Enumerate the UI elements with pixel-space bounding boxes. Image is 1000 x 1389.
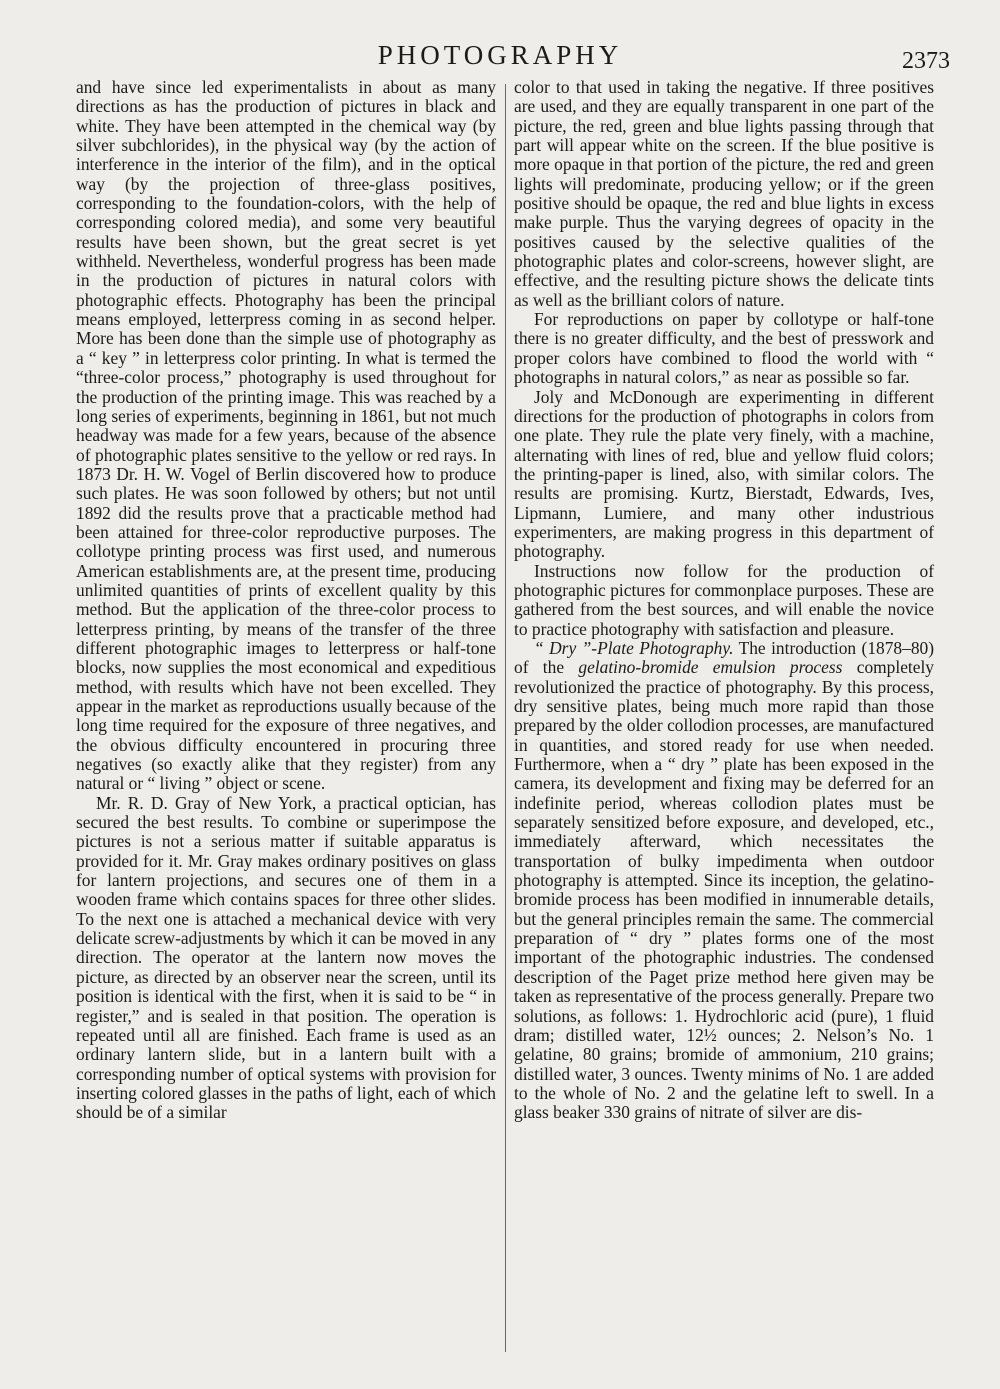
paragraph (514, 639, 934, 1123)
running-title: PHOTOGRAPHY (377, 40, 623, 70)
paragraph: For reproductions on paper by collotype or half-tone there is no greater difficulty, and the best of presswork and proper colors have combined to flood the world with “ photographs in natural colors,” as near as possible so far. (514, 309, 934, 388)
paragraph-text: The introduction (1878–80) of the (514, 637, 934, 678)
column-divider (505, 84, 506, 1352)
paragraph-text: completely revolutionized the practice of photography. By this process, dry sensitive plates, being much more rapid than those prepared by the older collodion processes, are manufactured in quantities, and stored ready for use when needed. Furthermore, when a “ dry ” plate has been exposed in the camera, its development and fixing may be deferred for an indefinite period, whereas collodion plates must be separately sensitized before exposure, and developed, etc., immediately afterward, which necessitates the transportation of bulky impedimenta when outdoor photography is attempted. Since its inception, the gelatino-bromide process has been modified in innumerable details, but the general principles remain the same. The commercial preparation of “ dry ” plates forms one of the most important of the photographic industries. The condensed description of the Paget prize method here given may be taken as representative of the process generally. Prepare two solutions, as follows: 1. Hydrochloric acid (pure), 1 fluid dram; distilled water, 12½ ounces; 2. Nelson’s No. 1 gelatine, 80 grains; bromide of ammonium, 210 grains; distilled water, 3 ounces. Twenty minims of No. 1 are added to the whole of No. 2 and the gelatine left to swell. In a glass beaker 330 grains of nitrate of silver are dis- (514, 657, 934, 1123)
paragraph: and have since led experimentalists in about as many directions as has the production of pictures in black and white. They have been attempted in the chemical way (by silver subchlorides), in the physical way (by the action of interference in the interior of the film), and in the optical way (by the projection of three-glass positives, corresponding to the foundation-colors, with the help of corresponding colored media), and some very beautiful results have been shown, but the great secret is yet withheld. Nevertheless, wonderful progress has been made in the production of pictures in natural colors with photographic effects. Photography has been the principal means employed, letterpress coming in as second helper. More has been done than the simple use of photography as a “ key ” in letterpress color printing. In what is termed the “three-color process,” photography is used throughout for the production of the printing image. This was reached by a long series of experiments, beginning in 1861, but not much headway was made for a few years, because of the absence of photographic plates sensitive to the yellow or red rays. In 1873 Dr. H. W. Vogel of Berlin discovered how to produce such plates. He was soon followed by others; but not until 1892 did the results prove that a practicable method had been attained for three-color reproductive purposes. The collotype printing process was first used, and numerous American establishments are, at the present time, producing unlimited quantities of prints of excellent quality by this method. But the application of the three-color process to letterpress printing, by means of the transfer of the three different photographic images to letterpress or half-tone blocks, now supplies the most economical and expeditious method, with results which have not been excelled. They appear in the market as reproductions usually because of the long time required for the exposure of three negatives, and the obvious difficulty encountered in procuring three negatives (so exactly alike that they register) from any natural or “ living ” object or scene. (76, 77, 496, 794)
section-heading: “ Dry ”-Plate Photography. (534, 637, 734, 658)
paragraph: Joly and McDonough are experimenting in different directions for the production of photographs in colors from one plate. They rule the plate very finely, with a machine, alternating with lines of red, blue and yellow fluid colors; the printing-paper is lined, also, with similar colors. The results are promising. Kurtz, Bierstadt, Edwards, Ives, Lipmann, Lumiere, and many other industrious experimenters, are making progress in this department of photography. (514, 386, 934, 562)
left-column (76, 78, 496, 1123)
paragraph: Instructions now follow for the production of photographic pictures for commonplace purposes. These are gathered from the best sources, and will enable the novice to practice photography with satisfaction and pleasure. (514, 560, 934, 639)
italic-term: gelatino-bromide emulsion process (578, 657, 843, 678)
right-column (514, 78, 934, 1123)
paragraph: Mr. R. D. Gray of New York, a practical optician, has secured the best results. To combine or superimpose the pictures is not a serious matter if suitable apparatus is provided for it. Mr. Gray makes ordinary positives on glass for lantern projections, and secures one of them in a wooden frame which contains spaces for three other slides. To the next one is attached a mechanical device with very delicate screw-adjustments by which it can be moved in any direction. The operator at the lantern now moves the picture, as directed by an observer near the screen, until its position is identical with the first, when it is said to be “ in register,” and is sealed in that position. The operation is repeated until all are finished. Each frame is used as an ordinary lantern slide, but in a lantern built with a corresponding number of optical systems with provision for inserting colored glasses in the paths of light, each of which should be of a similar (76, 792, 496, 1123)
paragraph: color to that used in taking the negative. If three positives are used, and they are equally transparent in one part of the picture, the red, green and blue lights passing through that part will appear white on the screen. If the blue positive is more opaque in that portion of the picture, the red and green lights will predominate, producing yellow; or if the green positive should be opaque, the red and blue lights in excess make purple. Thus the varying degrees of opacity in the positives caused by the selective qualities of the photographic plates and color-screens, however slight, are effective, and the resulting picture shows the delicate tints as well as the brilliant colors of nature. (514, 77, 934, 310)
page-number: 2373 (902, 48, 950, 74)
